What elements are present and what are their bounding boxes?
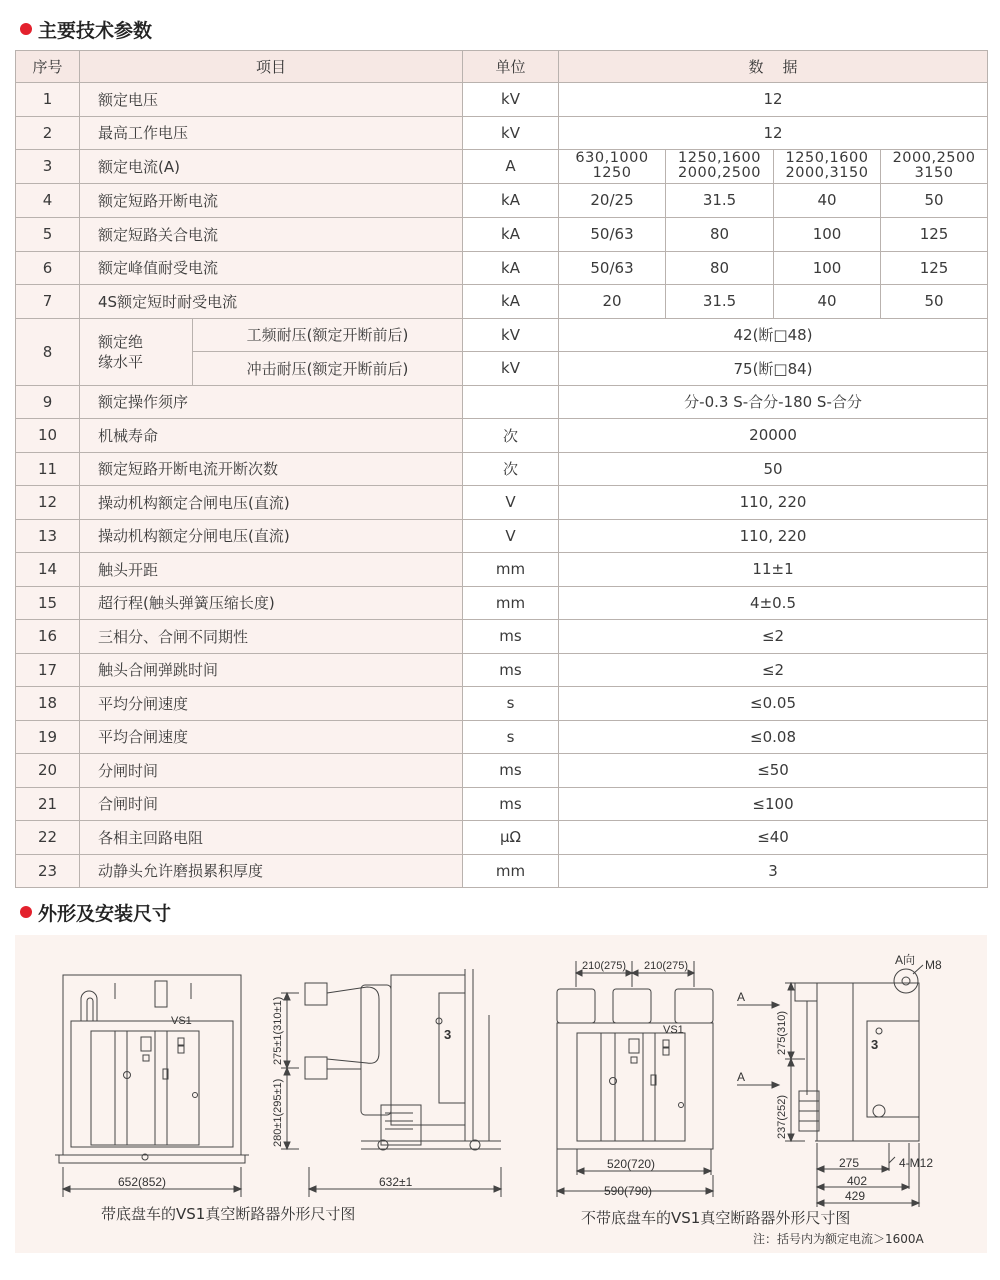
row-col-3: 100 [774, 218, 881, 252]
row-item: 额定短路开断电流 [80, 183, 463, 218]
table-row [16, 385, 988, 419]
row-item: 最高工作电压 [80, 116, 463, 150]
row-value: ≤0.08 [559, 720, 988, 754]
row-col-3: 100 [774, 251, 881, 285]
dimension-labels [118, 953, 942, 1203]
row-no: 16 [16, 620, 80, 654]
row-unit: A [463, 150, 559, 184]
a-view-label: A向 [895, 953, 916, 967]
dimension-drawings [15, 935, 987, 1253]
row-value: 20000 [559, 419, 988, 453]
table-row [16, 452, 988, 486]
specs-table [15, 50, 988, 888]
bullet-dot-icon [20, 23, 32, 35]
row-value: 42(断□48) [559, 318, 988, 352]
table-row [16, 183, 988, 218]
table-row [16, 318, 988, 352]
table-row [16, 854, 988, 888]
row-item: 额定峰值耐受电流 [80, 251, 463, 285]
table-row [16, 687, 988, 721]
row-item: 触头开距 [80, 553, 463, 587]
row-item: 机械寿命 [80, 419, 463, 453]
row-value: 110, 220 [559, 486, 988, 520]
side-dim-275: 275 [839, 1156, 860, 1170]
row-no: 23 [16, 854, 80, 888]
table-row [16, 586, 988, 620]
row-value: 12 [559, 83, 988, 117]
row-col-2: 31.5 [666, 285, 774, 319]
row-unit: μΩ [463, 821, 559, 855]
row-unit: mm [463, 854, 559, 888]
row-no: 22 [16, 821, 80, 855]
table-row [16, 653, 988, 687]
row-col-1: 630,1000 1250 [559, 150, 666, 184]
table-row [16, 620, 988, 654]
row-unit: kA [463, 218, 559, 252]
left-caption: 带底盘车的VS1真空断路器外形尺寸图 [101, 1205, 356, 1223]
table-row [16, 553, 988, 587]
row-unit: kV [463, 83, 559, 117]
row-item: 平均分闸速度 [80, 687, 463, 721]
left-side-depth: 632±1 [379, 1175, 413, 1189]
row-no: 5 [16, 218, 80, 252]
row-col-3: 40 [774, 285, 881, 319]
row-no: 13 [16, 519, 80, 553]
table-row [16, 83, 988, 117]
row-no: 7 [16, 285, 80, 319]
row-no: 11 [16, 452, 80, 486]
right-front-view [557, 961, 779, 1197]
right-width-inner: 520(720) [607, 1157, 656, 1171]
bullet-dot-icon [20, 906, 32, 918]
row-item: 动静头允许磨损累积厚度 [80, 854, 463, 888]
header-item: 项目 [80, 51, 463, 83]
row-item: 各相主回路电阻 [80, 821, 463, 855]
table-header-row [16, 51, 988, 83]
row-col-4: 125 [881, 218, 988, 252]
row-value: 3 [559, 854, 988, 888]
row-value: ≤2 [559, 620, 988, 654]
row-item: 额定电流(A) [80, 150, 463, 184]
specs-title-text: 主要技术参数 [38, 19, 153, 42]
right-height-upper: 275(310) [776, 1010, 788, 1055]
row-col-4: 50 [881, 285, 988, 319]
row-unit: ms [463, 754, 559, 788]
row-unit: s [463, 687, 559, 721]
left-height-lower: 280±1(295±1) [272, 1078, 284, 1147]
row-unit: 次 [463, 419, 559, 453]
row-value: ≤2 [559, 653, 988, 687]
row-item: 额定绝 缘水平 [80, 318, 193, 385]
row-no: 14 [16, 553, 80, 587]
row-item: 触头合闸弹跳时间 [80, 653, 463, 687]
row-item: 4S额定短时耐受电流 [80, 285, 463, 319]
row-unit: kV [463, 116, 559, 150]
row-no: 3 [16, 150, 80, 184]
row-unit: mm [463, 586, 559, 620]
row-unit: ms [463, 653, 559, 687]
table-row [16, 519, 988, 553]
row-col-1: 20/25 [559, 183, 666, 218]
left-3-label: 3 [444, 1027, 452, 1042]
left-vs1-label: VS1 [171, 1015, 192, 1027]
row-value: 分-0.3 S-合分-180 S-合分 [559, 385, 988, 419]
row-unit: kA [463, 183, 559, 218]
specs-section-title [20, 14, 152, 44]
row-value: ≤40 [559, 821, 988, 855]
row-unit: kA [463, 285, 559, 319]
row-item: 超行程(触头弹簧压缩长度) [80, 586, 463, 620]
row-item: 额定短路开断电流开断次数 [80, 452, 463, 486]
row-no: 2 [16, 116, 80, 150]
row-col-4: 50 [881, 183, 988, 218]
table-row [16, 116, 988, 150]
right-height-lower: 237(252) [776, 1094, 788, 1139]
row-unit [463, 385, 559, 419]
left-side-view [281, 969, 501, 1197]
row-value: 12 [559, 116, 988, 150]
row-col-1: 50/63 [559, 251, 666, 285]
row-value: 110, 220 [559, 519, 988, 553]
right-pitch-1: 210(275) [582, 960, 627, 972]
row-value: ≤100 [559, 787, 988, 821]
table-row [16, 285, 988, 319]
table-row [16, 150, 988, 184]
row-no: 21 [16, 787, 80, 821]
row-subitem: 工频耐压(额定开断前后) [193, 318, 463, 352]
row-subitem: 冲击耐压(额定开断前后) [193, 352, 463, 386]
row-item: 操动机构额定合闸电压(直流) [80, 486, 463, 520]
row-unit: V [463, 486, 559, 520]
row-unit: kV [463, 352, 559, 386]
table-row [16, 218, 988, 252]
row-unit: s [463, 720, 559, 754]
row-item: 额定操作须序 [80, 385, 463, 419]
table-row [16, 754, 988, 788]
row-item: 额定电压 [80, 83, 463, 117]
right-width-outer: 590(790) [604, 1184, 653, 1198]
header-no: 序号 [16, 51, 80, 83]
row-no: 6 [16, 251, 80, 285]
row-col-3: 1250,1600 2000,3150 [774, 150, 881, 184]
right-caption: 不带底盘车的VS1真空断路器外形尺寸图 [581, 1209, 851, 1227]
table-row [16, 720, 988, 754]
row-unit: ms [463, 620, 559, 654]
table-row [16, 251, 988, 285]
row-col-1: 50/63 [559, 218, 666, 252]
row-no: 4 [16, 183, 80, 218]
table-row [16, 787, 988, 821]
footnote: 注：括号内为额定电流＞1600A [753, 1232, 924, 1246]
row-item: 额定短路关合电流 [80, 218, 463, 252]
row-value: 11±1 [559, 553, 988, 587]
row-unit: ms [463, 787, 559, 821]
row-col-2: 80 [666, 218, 774, 252]
row-unit: 次 [463, 452, 559, 486]
row-value: 75(断□84) [559, 352, 988, 386]
m8-label: M8 [925, 958, 942, 972]
row-item: 平均合闸速度 [80, 720, 463, 754]
row-no: 15 [16, 586, 80, 620]
right-vs1-label: VS1 [663, 1024, 684, 1036]
side-dim-402: 402 [847, 1174, 868, 1188]
left-front-view [55, 975, 249, 1197]
right-pitch-2: 210(275) [644, 960, 689, 972]
row-no: 18 [16, 687, 80, 721]
table-row [16, 821, 988, 855]
dims-title-text: 外形及安装尺寸 [38, 902, 172, 925]
row-no: 17 [16, 653, 80, 687]
row-no: 12 [16, 486, 80, 520]
header-data: 数 据 [559, 51, 988, 83]
table-row [16, 486, 988, 520]
row-col-3: 40 [774, 183, 881, 218]
row-no: 10 [16, 419, 80, 453]
row-item: 操动机构额定分闸电压(直流) [80, 519, 463, 553]
left-height-upper: 275±1(310±1) [272, 996, 284, 1065]
row-value: ≤50 [559, 754, 988, 788]
row-no: 19 [16, 720, 80, 754]
row-no: 8 [16, 318, 80, 385]
row-no: 9 [16, 385, 80, 419]
row-item: 合闸时间 [80, 787, 463, 821]
row-item: 三相分、合闸不同期性 [80, 620, 463, 654]
row-col-1: 20 [559, 285, 666, 319]
header-unit: 单位 [463, 51, 559, 83]
row-item: 分闸时间 [80, 754, 463, 788]
row-value: 50 [559, 452, 988, 486]
row-no: 1 [16, 83, 80, 117]
table-row [16, 419, 988, 453]
row-col-4: 125 [881, 251, 988, 285]
row-col-2: 31.5 [666, 183, 774, 218]
row-value: 4±0.5 [559, 586, 988, 620]
row-col-4: 2000,2500 3150 [881, 150, 988, 184]
row-unit: kV [463, 318, 559, 352]
dims-section-title [20, 897, 171, 927]
right-arrow-a-1: A [737, 990, 746, 1004]
side-dim-429: 429 [845, 1189, 866, 1203]
right-arrow-a-2: A [737, 1070, 746, 1084]
row-value: ≤0.05 [559, 687, 988, 721]
row-unit: mm [463, 553, 559, 587]
row-unit: V [463, 519, 559, 553]
right-3-label: 3 [871, 1037, 879, 1052]
row-col-2: 1250,1600 2000,2500 [666, 150, 774, 184]
row-col-2: 80 [666, 251, 774, 285]
row-unit: kA [463, 251, 559, 285]
left-front-width: 652(852) [118, 1175, 167, 1189]
row-no: 20 [16, 754, 80, 788]
bolt-label: 4-M12 [899, 1156, 934, 1170]
